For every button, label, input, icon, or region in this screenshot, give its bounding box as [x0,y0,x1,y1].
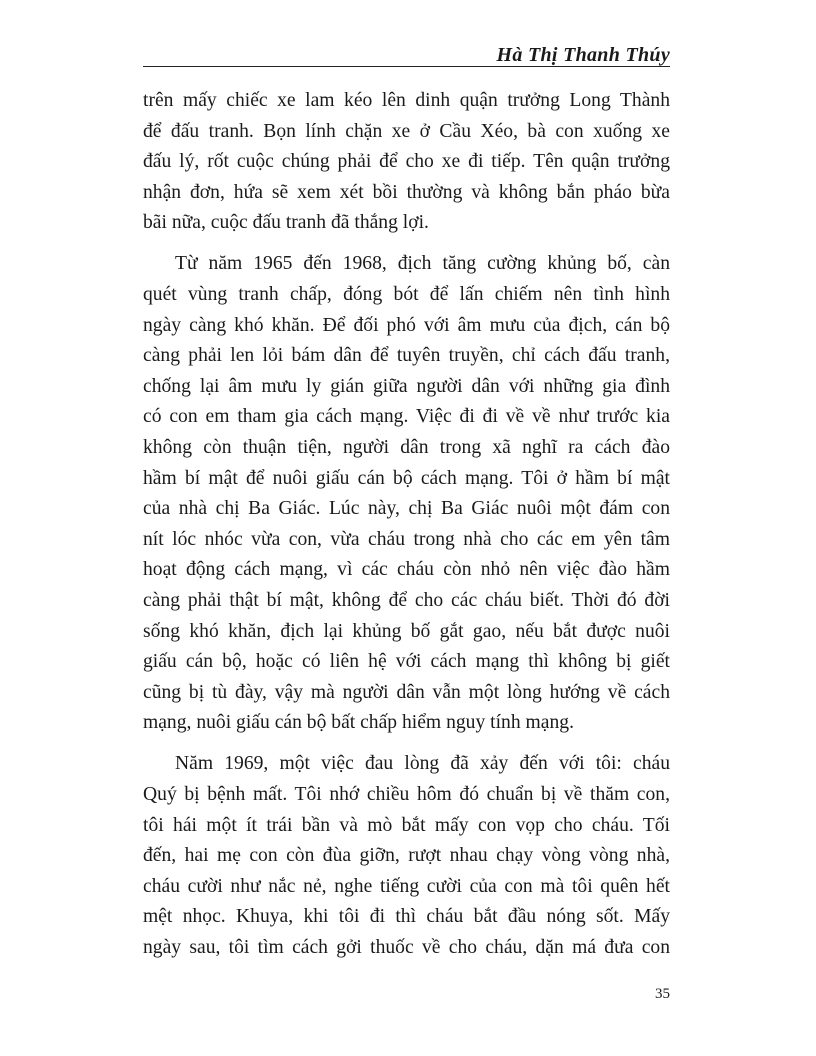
text-line: Từ năm 1965 đến 1968, địch tăng cường khủng bố, càn [175,253,670,275]
text-line: cháu cười như nắc nẻ, nghe tiếng cười của con mà tôi quên hết [143,875,670,897]
text-line: để đấu tranh. Bọn lính chặn xe ở Cầu Xéo, bà con xuống xe [143,120,670,142]
text-line: bãi nữa, cuộc đấu tranh đã thắng lợi. [143,212,429,234]
body-text [143,86,670,964]
text-line: càng phải thật bí mật, không để cho các cháu biết. Thời đó đời [143,590,670,611]
text-line: ngày sau, tôi tìm cách gởi thuốc về cho cháu, dặn má đưa con [143,937,670,959]
running-title: Hà Thị Thanh Thúy [493,44,670,66]
text-line: Quý bị bệnh mất. Tôi nhớ chiều hôm đó chuẩn bị về thăm con, [143,784,670,806]
text-line: trên mấy chiếc xe lam kéo lên dinh quận trưởng Long Thành [143,90,670,111]
paragraph-3 [143,749,670,963]
text-line: cũng bị tù đày, vậy mà người dân vẫn một lòng hướng về cách [143,681,670,703]
text-line: nhận đơn, hứa sẽ xem xét bồi thường và không bắn pháo bừa [143,181,670,203]
text-line: ngày càng khó khăn. Để đối phó với âm mưu của địch, cán bộ [143,314,670,336]
text-line: chống lại âm mưu ly gián giữa người dân với những gia đình [143,375,670,397]
text-line: càng phải len lỏi bám dân để tuyên truyền, chỉ cách đấu tranh, [143,345,670,367]
text-line: sống khó khăn, địch lại khủng bố gắt gao, nếu bắt được nuôi [143,620,670,642]
text-line: nít lóc nhóc vừa con, vừa cháu trong nhà cho các em yên tâm [143,528,670,550]
text-line: hoạt động cách mạng, vì các cháu còn nhỏ nên việc đào hầm [143,559,670,581]
text-line: đến, hai mẹ con còn đùa giỡn, rượt nhau chạy vòng vòng nhà, [143,845,670,867]
text-line: hầm bí mật để nuôi giấu cán bộ cách mạng. Tôi ở hầm bí mật [143,467,670,489]
running-header [143,44,670,68]
paragraph-2 [143,249,670,739]
text-line: đấu lý, rốt cuộc chúng phải để cho xe đi tiếp. Tên quận trưởng [143,151,670,173]
text-line: quét vùng tranh chấp, đóng bót để lấn chiếm nên tình hình [143,284,670,306]
text-line: Năm 1969, một việc đau lòng đã xảy đến với tôi: cháu [175,753,670,775]
text-line: giấu cán bộ, hoặc có liên hệ với cách mạng thì không bị giết [143,651,670,673]
text-line: có con em tham gia cách mạng. Việc đi đi về về như trước kia [143,406,670,428]
text-line: không còn thuận tiện, người dân trong xã nghĩ ra cách đào [143,437,670,459]
text-line: mạng, nuôi giấu cán bộ bất chấp hiểm nguy tính mạng. [143,712,574,734]
header-rule [143,66,670,67]
page-number: 35 [655,986,670,1002]
paragraph-1 [143,86,670,239]
text-line: tôi hái một ít trái bần và mò bắt mấy con vọp cho cháu. Tối [143,814,670,836]
text-line: mệt nhọc. Khuya, khi tôi đi thì cháu bắt đầu nóng sốt. Mấy [143,906,670,928]
text-line: của nhà chị Ba Giác. Lúc này, chị Ba Giác nuôi một đám con [143,498,670,520]
